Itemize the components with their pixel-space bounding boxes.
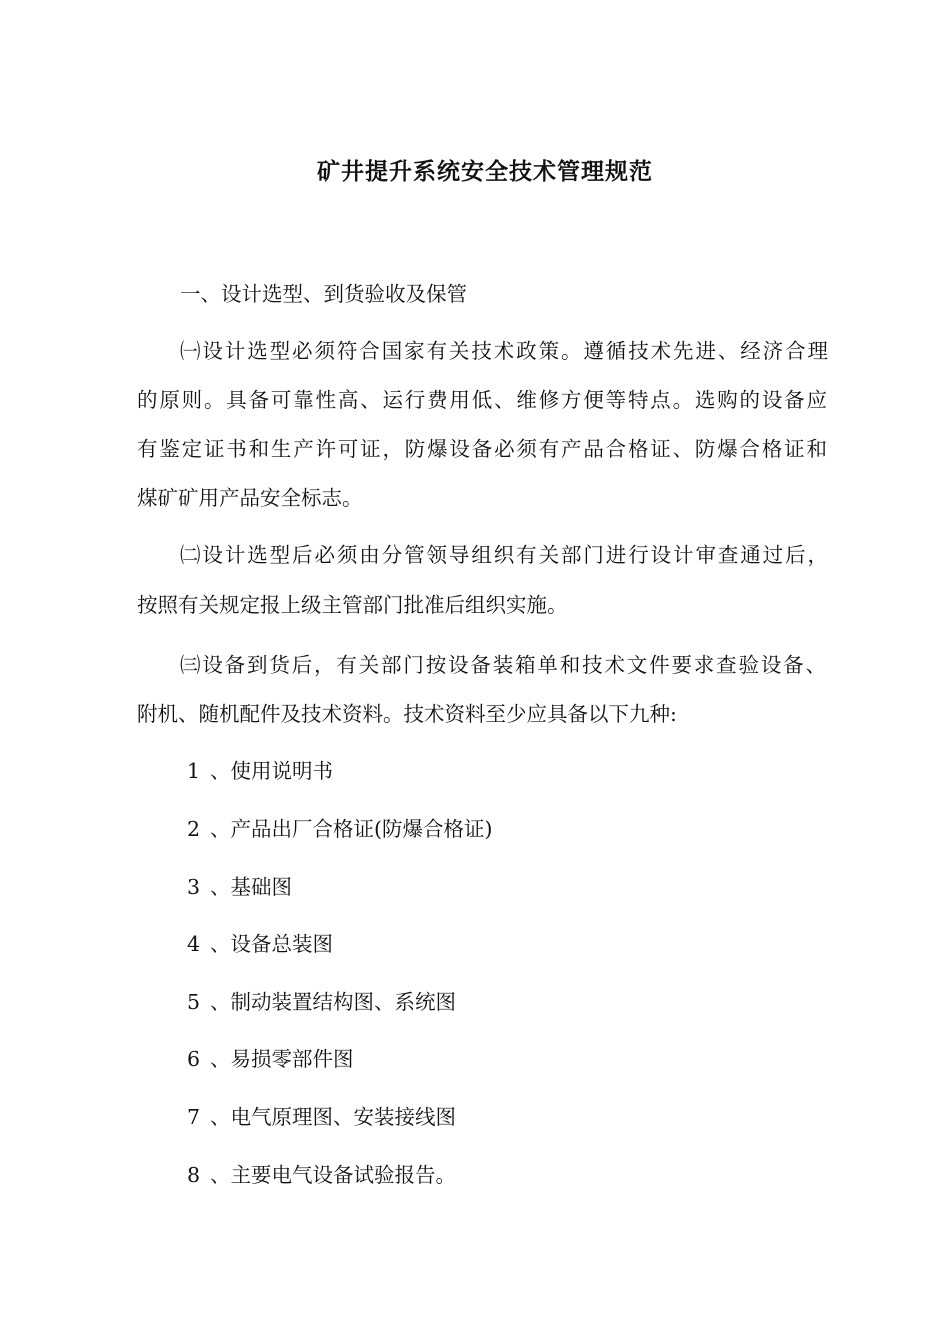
list-item-text: 、制动装置结构图、系统图: [210, 990, 456, 1014]
list-item: [180, 987, 456, 1017]
paragraph-1-line-4: 煤矿矿用产品安全标志。: [137, 486, 363, 510]
paragraph-1-line-1: ㈠设计选型必须符合国家有关技术政策。遵循技术先进、经济合理: [180, 339, 828, 363]
list-item-number: 6: [186, 1047, 200, 1071]
list-item: [180, 1102, 456, 1132]
list-item: [180, 929, 333, 959]
list-item-text: 、电气原理图、安装接线图: [210, 1105, 456, 1129]
list-item-text: 、主要电气设备试验报告。: [210, 1163, 456, 1187]
list-item-text: 、产品出厂合格证(防爆合格证): [210, 817, 493, 841]
list-item-number: 7: [186, 1105, 200, 1129]
list-item-number: 1: [186, 759, 200, 783]
list-item-text: 、设备总装图: [210, 932, 333, 956]
paragraph-2-line-1: ㈡设计选型后必须由分管领导组织有关部门进行设计审查通过后，: [180, 543, 828, 567]
list-item: [180, 872, 292, 902]
document-title: 矿井提升系统安全技术管理规范: [317, 158, 653, 185]
list-item: [180, 814, 493, 844]
list-item-text: 、基础图: [210, 875, 292, 899]
list-item-text: 、易损零部件图: [210, 1047, 354, 1071]
list-item-number: 4: [186, 932, 200, 956]
paragraph-2-line-2: 按照有关规定报上级主管部门批准后组织实施。: [137, 593, 568, 617]
section-heading: 一、设计选型、到货验收及保管: [180, 282, 467, 306]
paragraph-3-line-2: 附机、随机配件及技术资料。技术资料至少应具备以下九种:: [137, 702, 677, 726]
list-item-text: 、使用说明书: [210, 759, 333, 783]
list-item-number: 2: [186, 817, 200, 841]
list-item-number: 5: [186, 990, 200, 1014]
list-item-number: 8: [186, 1163, 200, 1187]
list-item: [180, 1160, 456, 1190]
paragraph-1-line-3: 有鉴定证书和生产许可证，防爆设备必须有产品合格证、防爆合格证和: [137, 437, 827, 461]
paragraph-1-line-2: 的原则。具备可靠性高、运行费用低、维修方便等特点。选购的设备应: [137, 388, 827, 412]
list-item: [180, 756, 333, 786]
list-item: [180, 1044, 354, 1074]
list-item-number: 3: [186, 875, 200, 899]
paragraph-3-line-1: ㈢设备到货后，有关部门按设备装箱单和技术文件要求查验设备、: [180, 653, 826, 677]
